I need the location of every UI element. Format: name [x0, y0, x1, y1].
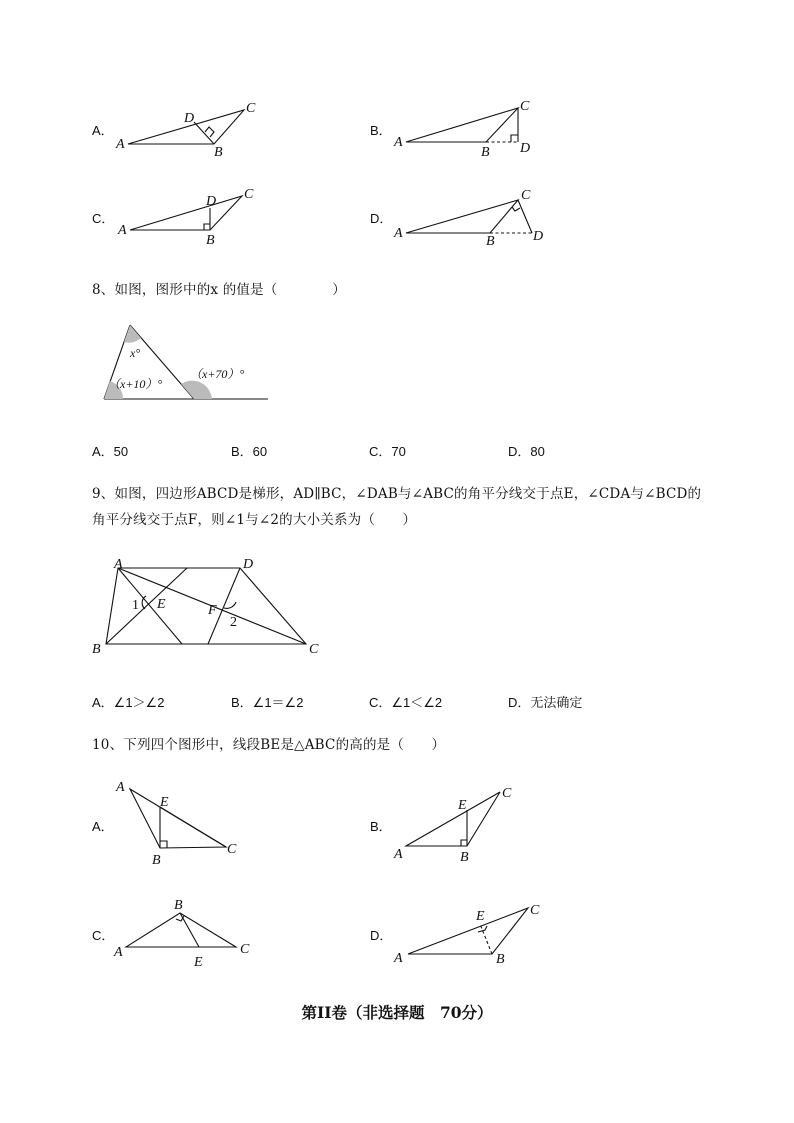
q9-option-d: D．无法确定: [508, 695, 583, 710]
q10-option-a-label: A．: [92, 819, 114, 834]
triangle-abc: [406, 792, 500, 846]
point-a-label: A: [116, 137, 125, 152]
angle-2-label: 2: [230, 615, 237, 630]
point-e-label: E: [157, 597, 166, 612]
q8-option-c: C．70: [369, 444, 406, 459]
point-c-label: C: [240, 942, 250, 957]
q10-figure-b: [390, 775, 540, 867]
q7-figure-b: [390, 96, 560, 160]
q8-option-a: A．50: [92, 444, 129, 459]
point-a-label: A: [394, 951, 403, 966]
point-b-label: B: [174, 898, 183, 913]
point-d-label: D: [206, 194, 217, 209]
q7-figure-c: [110, 182, 280, 246]
q8-question: 8、如图，图形中的x 的值是（ ）: [92, 282, 346, 298]
top-angle-label: x°: [130, 346, 141, 360]
segment-cd: [518, 200, 532, 233]
q7-figure-d: [390, 182, 560, 249]
triangle-abc: [406, 200, 518, 233]
point-b-label: B: [460, 850, 469, 865]
triangle-abc: [406, 108, 518, 142]
point-a-label: A: [118, 223, 127, 238]
point-d-label: D: [243, 557, 254, 572]
q9-question-line1: 9、如图，四边形ABCD是梯形，AD∥BC，∠DAB与∠ABC的角平分线交于点E，∠CDA与∠BCD的: [92, 486, 702, 502]
right-angle-mark: [160, 841, 167, 848]
q8-option-b: B．60: [231, 444, 268, 459]
q10-option-b-label: B．: [370, 819, 392, 834]
point-b-label: B: [206, 233, 215, 248]
point-e-label: E: [458, 798, 467, 813]
q10-option-d-label: D．: [370, 928, 393, 943]
q8-option-d: D．80: [508, 444, 545, 459]
point-d-label: D: [184, 111, 195, 126]
triangle-abc: [130, 196, 242, 230]
point-a-label: A: [114, 945, 123, 960]
angle-1-label: 1: [132, 598, 139, 613]
point-c-label: C: [530, 903, 540, 918]
right-angle-mark: [461, 840, 467, 846]
q10-figure-c: [110, 892, 260, 972]
point-c-label: C: [244, 187, 254, 202]
q10-figure-d: [390, 896, 550, 976]
exterior-angle-label: （x+70）°: [190, 367, 245, 381]
q10-figure-a: [110, 775, 260, 867]
q10-option-c-label: C．: [92, 928, 115, 943]
right-angle-mark: [512, 207, 520, 211]
point-b-label: B: [496, 952, 505, 967]
point-b-label: B: [92, 642, 101, 657]
segment-ec: [160, 807, 226, 847]
point-d-label: D: [533, 229, 544, 244]
point-f-label: F: [208, 603, 217, 618]
point-c-label: C: [227, 842, 237, 857]
right-angle-mark: [176, 916, 184, 921]
bisector-a: [118, 568, 182, 644]
q7-figure-a: [110, 96, 280, 160]
q7-option-b-label: B．: [370, 123, 392, 138]
q7-option-a-label: A．: [92, 123, 114, 138]
point-a-label: A: [394, 847, 403, 862]
triangle-abc: [126, 913, 236, 947]
point-b-label: B: [214, 145, 223, 160]
q9-option-c: C．∠1＜∠2: [369, 695, 443, 710]
right-angle-mark: [204, 224, 210, 230]
q9-figure: [90, 554, 330, 664]
point-e-label: E: [160, 795, 169, 810]
q7-option-d-label: D．: [370, 211, 393, 226]
segment-bd: [194, 122, 214, 144]
point-b-label: B: [152, 853, 161, 868]
point-a-label: A: [116, 780, 125, 795]
point-a-label: A: [114, 557, 123, 572]
section-title: 第II卷（非选择题 70分）: [301, 1003, 493, 1022]
point-b-label: B: [486, 234, 495, 249]
point-b-label: B: [481, 145, 490, 160]
point-a-label: A: [394, 135, 403, 150]
q8-figure: [100, 318, 280, 406]
point-c-label: C: [502, 786, 512, 801]
point-d-label: D: [520, 141, 531, 156]
point-e-label: E: [194, 955, 203, 970]
q10-question: 10、下列四个图形中，线段BE是△ABC的高的是（ ）: [92, 737, 446, 753]
point-c-label: C: [246, 101, 256, 116]
right-angle-mark: [511, 135, 518, 142]
point-c-label: C: [309, 642, 319, 657]
q9-question-line2: 角平分线交于点F，则∠1与∠2的大小关系为（ ）: [92, 512, 417, 528]
left-angle-label: （x+10）°: [108, 377, 163, 391]
point-a-label: A: [394, 226, 403, 241]
point-c-label: C: [520, 99, 530, 114]
point-c-label: C: [521, 188, 531, 203]
q7-option-c-label: C．: [92, 211, 115, 226]
triangle-abc: [408, 908, 528, 954]
q9-option-a: A．∠1＞∠2: [92, 695, 165, 710]
point-e-label: E: [476, 909, 485, 924]
q9-option-b: B．∠1＝∠2: [231, 695, 304, 710]
